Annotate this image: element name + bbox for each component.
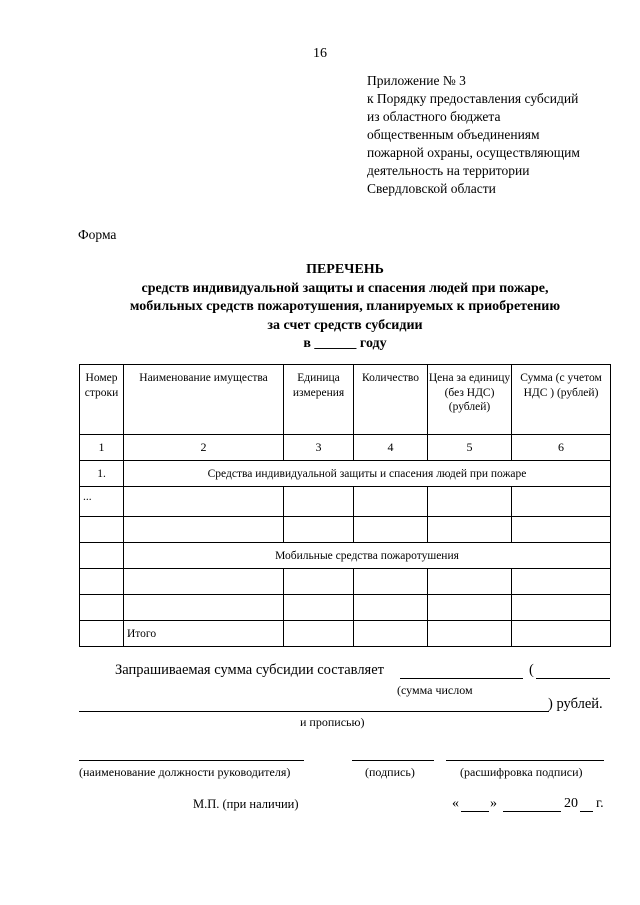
signature-caption: (подпись)	[365, 765, 415, 779]
table-cell	[284, 595, 354, 621]
section1-row	[80, 461, 611, 487]
table-cell	[80, 569, 124, 595]
appendix-line: из областного бюджета	[367, 109, 501, 124]
section1-number: 1.	[80, 461, 124, 487]
title-line: мобильных средств пожаротушения, планируемых к приобретению	[129, 299, 561, 314]
table-cell	[284, 487, 354, 517]
table-cell	[512, 517, 611, 543]
table-cell	[80, 595, 124, 621]
table-row	[80, 487, 611, 517]
stamp-label: М.П. (при наличии)	[193, 797, 299, 811]
table-cell	[354, 487, 428, 517]
form-label: Форма	[78, 227, 117, 242]
header-sum: Сумма (с учетом НДС ) (рублей)	[512, 365, 611, 435]
table-cell	[354, 621, 428, 647]
appendix-line: общественным объединениям	[367, 127, 540, 142]
table-cell	[124, 595, 284, 621]
decoding-line[interactable]	[446, 760, 604, 761]
total-label: Итого	[124, 621, 284, 647]
title-year-line: в ______ году	[303, 336, 387, 351]
table-cell	[428, 621, 512, 647]
table-cell	[80, 543, 124, 569]
header-price: Цена за единицу (без НДС) (рублей)	[428, 365, 512, 435]
decoding-caption: (расшифровка подписи)	[460, 765, 583, 779]
table-cell	[354, 517, 428, 543]
open-paren: (	[529, 662, 534, 678]
sum-numbers-line-2[interactable]	[536, 678, 610, 679]
ellipsis-cell: ...	[80, 487, 124, 517]
header-name: Наименование имущества	[124, 365, 284, 435]
sum-numbers-line[interactable]	[400, 678, 523, 679]
column-number: 4	[354, 435, 428, 461]
date-close-quote: »	[490, 796, 497, 811]
appendix-line: пожарной охраны, осуществляющим	[367, 145, 580, 160]
signature-line[interactable]	[352, 760, 434, 761]
position-caption: (наименование должности руководителя)	[79, 765, 291, 779]
table-cell	[124, 569, 284, 595]
section2-title: Мобильные средства пожаротушения	[124, 543, 611, 569]
table-row	[80, 595, 611, 621]
table-cell	[512, 487, 611, 517]
column-number: 3	[284, 435, 354, 461]
header-unit: Единица измерения	[284, 365, 354, 435]
column-number: 1	[80, 435, 124, 461]
table-cell	[512, 569, 611, 595]
year-suffix: г.	[596, 796, 604, 811]
column-numbers-row	[80, 435, 611, 461]
title-line: за счет средств субсидии	[267, 317, 423, 333]
items-table	[79, 364, 611, 647]
table-cell	[284, 517, 354, 543]
page-number: 16	[313, 46, 327, 61]
table-cell	[354, 569, 428, 595]
section2-row	[80, 543, 611, 569]
table-cell	[124, 487, 284, 517]
appendix-line: Приложение № 3	[367, 73, 466, 88]
requested-sum-label: Запрашиваемая сумма субсидии составляет	[115, 662, 384, 678]
date-day-line[interactable]	[461, 811, 489, 812]
document-title	[0, 261, 640, 354]
table-cell	[124, 517, 284, 543]
table-cell	[428, 569, 512, 595]
appendix-line: к Порядку предоставления субсидий	[367, 91, 579, 106]
table-cell	[512, 595, 611, 621]
table-cell	[80, 517, 124, 543]
table-cell	[428, 487, 512, 517]
header-quantity: Количество	[354, 365, 428, 435]
appendix-block	[367, 72, 580, 198]
sum-words-line[interactable]	[79, 711, 549, 712]
table-cell	[284, 621, 354, 647]
table-row	[80, 517, 611, 543]
table-cell	[80, 621, 124, 647]
column-number: 2	[124, 435, 284, 461]
header-row-number: Номер строки	[80, 365, 124, 435]
position-line[interactable]	[79, 760, 304, 761]
table-cell	[428, 595, 512, 621]
title-line: средств индивидуальной защиты и спасения людей при пожаре,	[141, 280, 549, 296]
total-row	[80, 621, 611, 647]
rubles-label: ) рублей.	[548, 696, 603, 712]
title-heading: ПЕРЕЧЕНЬ	[306, 262, 384, 277]
date-open-quote: «	[452, 796, 459, 811]
sum-words-caption: и прописью)	[300, 715, 365, 729]
sum-numbers-caption: (сумма числом	[397, 683, 473, 697]
table-cell	[284, 569, 354, 595]
year-prefix: 20	[564, 796, 578, 811]
appendix-line: Свердловской области	[367, 181, 496, 196]
table-cell	[512, 621, 611, 647]
table-header-row	[80, 365, 611, 435]
date-month-line[interactable]	[503, 811, 561, 812]
table-cell	[354, 595, 428, 621]
date-year-line[interactable]	[580, 811, 593, 812]
appendix-line: деятельность на территории	[367, 163, 530, 178]
table-cell	[428, 517, 512, 543]
table-row	[80, 569, 611, 595]
column-number: 6	[512, 435, 611, 461]
column-number: 5	[428, 435, 512, 461]
section1-title: Средства индивидуальной защиты и спасения людей при пожаре	[124, 461, 611, 487]
